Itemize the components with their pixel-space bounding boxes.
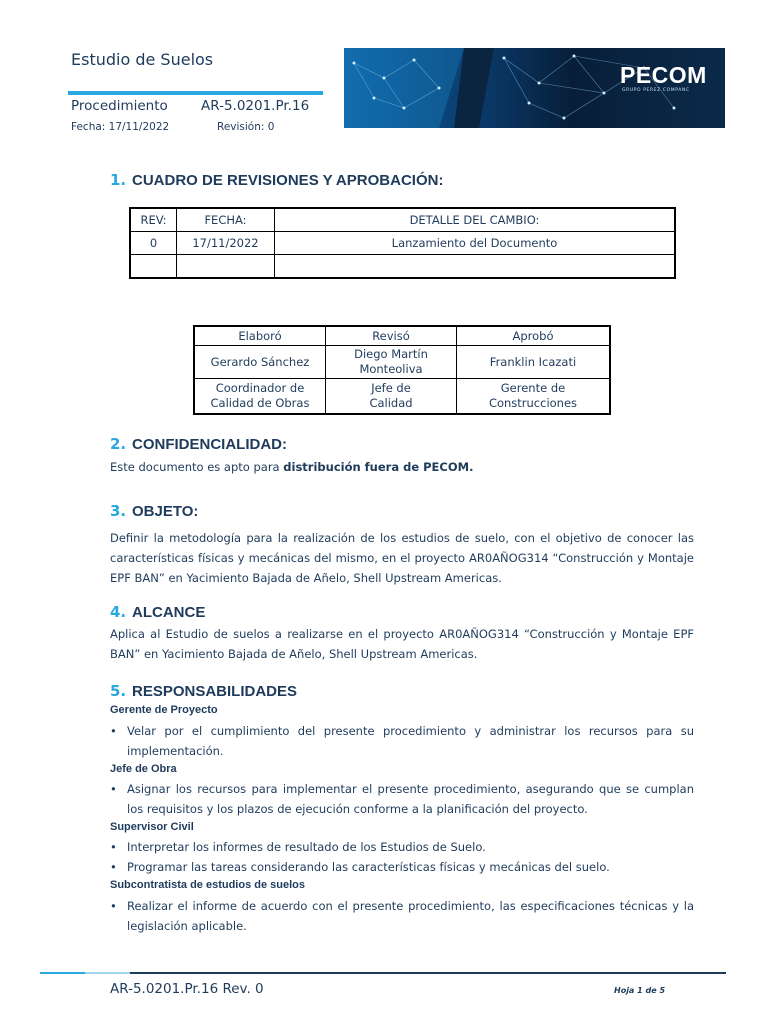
bullet-glyph: • [110, 724, 117, 738]
list-item [110, 858, 694, 878]
table-cell [275, 255, 676, 279]
section-4-heading [110, 603, 205, 621]
table-cell: Lanzamiento del Documento [275, 232, 676, 255]
list-item [110, 897, 694, 936]
table-cell: 17/11/2022 [177, 232, 275, 255]
table-cell: Franklin Icazati [457, 346, 611, 379]
bullet-glyph: • [110, 840, 117, 854]
footer-rule [40, 972, 85, 974]
list-item-text: Realizar el informe de acuerdo con el presente procedimiento, las especificaciones técnicas y la legislación aplicable. [127, 899, 694, 933]
table-row [130, 255, 675, 279]
list-item [110, 722, 694, 761]
list-item-text: Asignar los recursos para implementar el presente procedimiento, asegurando que se cumplan los requisitos y los plazos de ejecución conforme a la planificación del proyecto. [127, 782, 694, 816]
page-prefix: Hoja [614, 986, 638, 995]
table-header-cell: Elaboró [194, 326, 326, 346]
section-title: OBJETO: [132, 503, 199, 520]
table-cell: Gerardo Sánchez [194, 346, 326, 379]
table-header-cell: DETALLE DEL CAMBIO: [275, 208, 676, 232]
table-row [194, 346, 610, 379]
page-total: 5 [659, 986, 666, 995]
table-cell [177, 255, 275, 279]
date-label: Fecha: 17/11/2022 [71, 121, 170, 133]
section-title: CUADRO DE REVISIONES Y APROBACIÓN: [132, 172, 444, 189]
table-header-cell: FECHA: [177, 208, 275, 232]
role-subcontratista: Subcontratista de estudios de suelos [110, 879, 305, 891]
table-cell: 0 [130, 232, 177, 255]
table-row [194, 379, 610, 415]
table-cell: Coordinador de Calidad de Obras [194, 379, 326, 415]
document-title: Estudio de Suelos [71, 50, 214, 69]
section-number: 5. [110, 682, 127, 700]
bullet-glyph: • [110, 860, 117, 874]
section-number: 2. [110, 435, 127, 453]
header-rule [68, 91, 323, 95]
alcance-paragraph: Aplica al Estudio de suelos a realizarse en el proyecto AR0AÑOG314 “Construcción y Montaje EPF BAN” en Yacimiento Bajada de Añelo, Shell Upstream Americas. [110, 627, 694, 661]
confidentiality-text [110, 457, 694, 477]
revision-label: Revisión: 0 [217, 121, 275, 133]
section-number: 1. [110, 171, 127, 189]
table-row [130, 232, 675, 255]
page-separator: de [642, 986, 660, 995]
list-item [110, 780, 694, 819]
table-header-cell: Aprobó [457, 326, 611, 346]
section-title: CONFIDENCIALIDAD: [132, 436, 287, 453]
list-item-text: Velar por el cumplimiento del presente procedimiento y administrar los recursos para su implementación. [127, 724, 694, 758]
pecom-logo-subtitle: GRUPO PEREZ COMPANC [622, 88, 690, 93]
section-number: 3. [110, 502, 127, 520]
table-cell: Diego Martín Monteoliva [326, 346, 457, 379]
table-cell: Jefe de Calidad [326, 379, 457, 415]
bullet-glyph: • [110, 899, 117, 913]
table-cell [130, 255, 177, 279]
table-cell: Gerente de Construcciones [457, 379, 611, 415]
confidentiality-prefix: Este documento es apto para [110, 460, 284, 474]
list-item-text: Interpretar los informes de resultado de los Estudios de Suelo. [127, 840, 486, 854]
page-number [614, 986, 665, 995]
footer-rule [130, 972, 726, 974]
section-title: ALCANCE [132, 604, 206, 621]
section-title: RESPONSABILIDADES [132, 683, 298, 700]
section-5-heading [110, 682, 297, 700]
page-current: 1 [637, 986, 643, 995]
section-2-heading [110, 435, 287, 453]
role-supervisor-civil: Supervisor Civil [110, 821, 194, 833]
list-item-text: Programar las tareas considerando las características físicas y mecánicas del suelo. [127, 860, 610, 874]
procedure-code: AR-5.0201.Pr.16 [201, 98, 310, 114]
section-number: 4. [110, 603, 127, 621]
objeto-paragraph: Definir la metodología para la realización de los estudios de suelo, con el objetivo de conocer las características físicas y mecánicas del mismo, en el proyecto AR0AÑOG314 “Construcción y Montaje EPF BAN” en Yacimiento Bajada de Añelo, Shell Upstream Americas. [110, 531, 694, 585]
bullet-glyph: • [110, 782, 117, 796]
procedure-label: Procedimiento [71, 98, 168, 114]
footer-rule [85, 972, 130, 974]
confidentiality-bold: distribución fuera de PECOM. [283, 460, 474, 474]
table-header-row [130, 208, 675, 232]
section-3-heading [110, 502, 198, 520]
role-jefe-obra: Jefe de Obra [110, 763, 177, 775]
revision-table [129, 207, 676, 279]
footer-document-code: AR-5.0201.Pr.16 Rev. 0 [110, 981, 264, 997]
list-item [110, 838, 694, 858]
role-gerente-proyecto: Gerente de Proyecto [110, 704, 218, 716]
section-1-heading [110, 171, 443, 189]
pecom-logo: PECOM [620, 62, 707, 88]
table-header-row [194, 326, 610, 346]
approval-table [193, 325, 611, 415]
table-header-cell: REV: [130, 208, 177, 232]
table-header-cell: Revisó [326, 326, 457, 346]
